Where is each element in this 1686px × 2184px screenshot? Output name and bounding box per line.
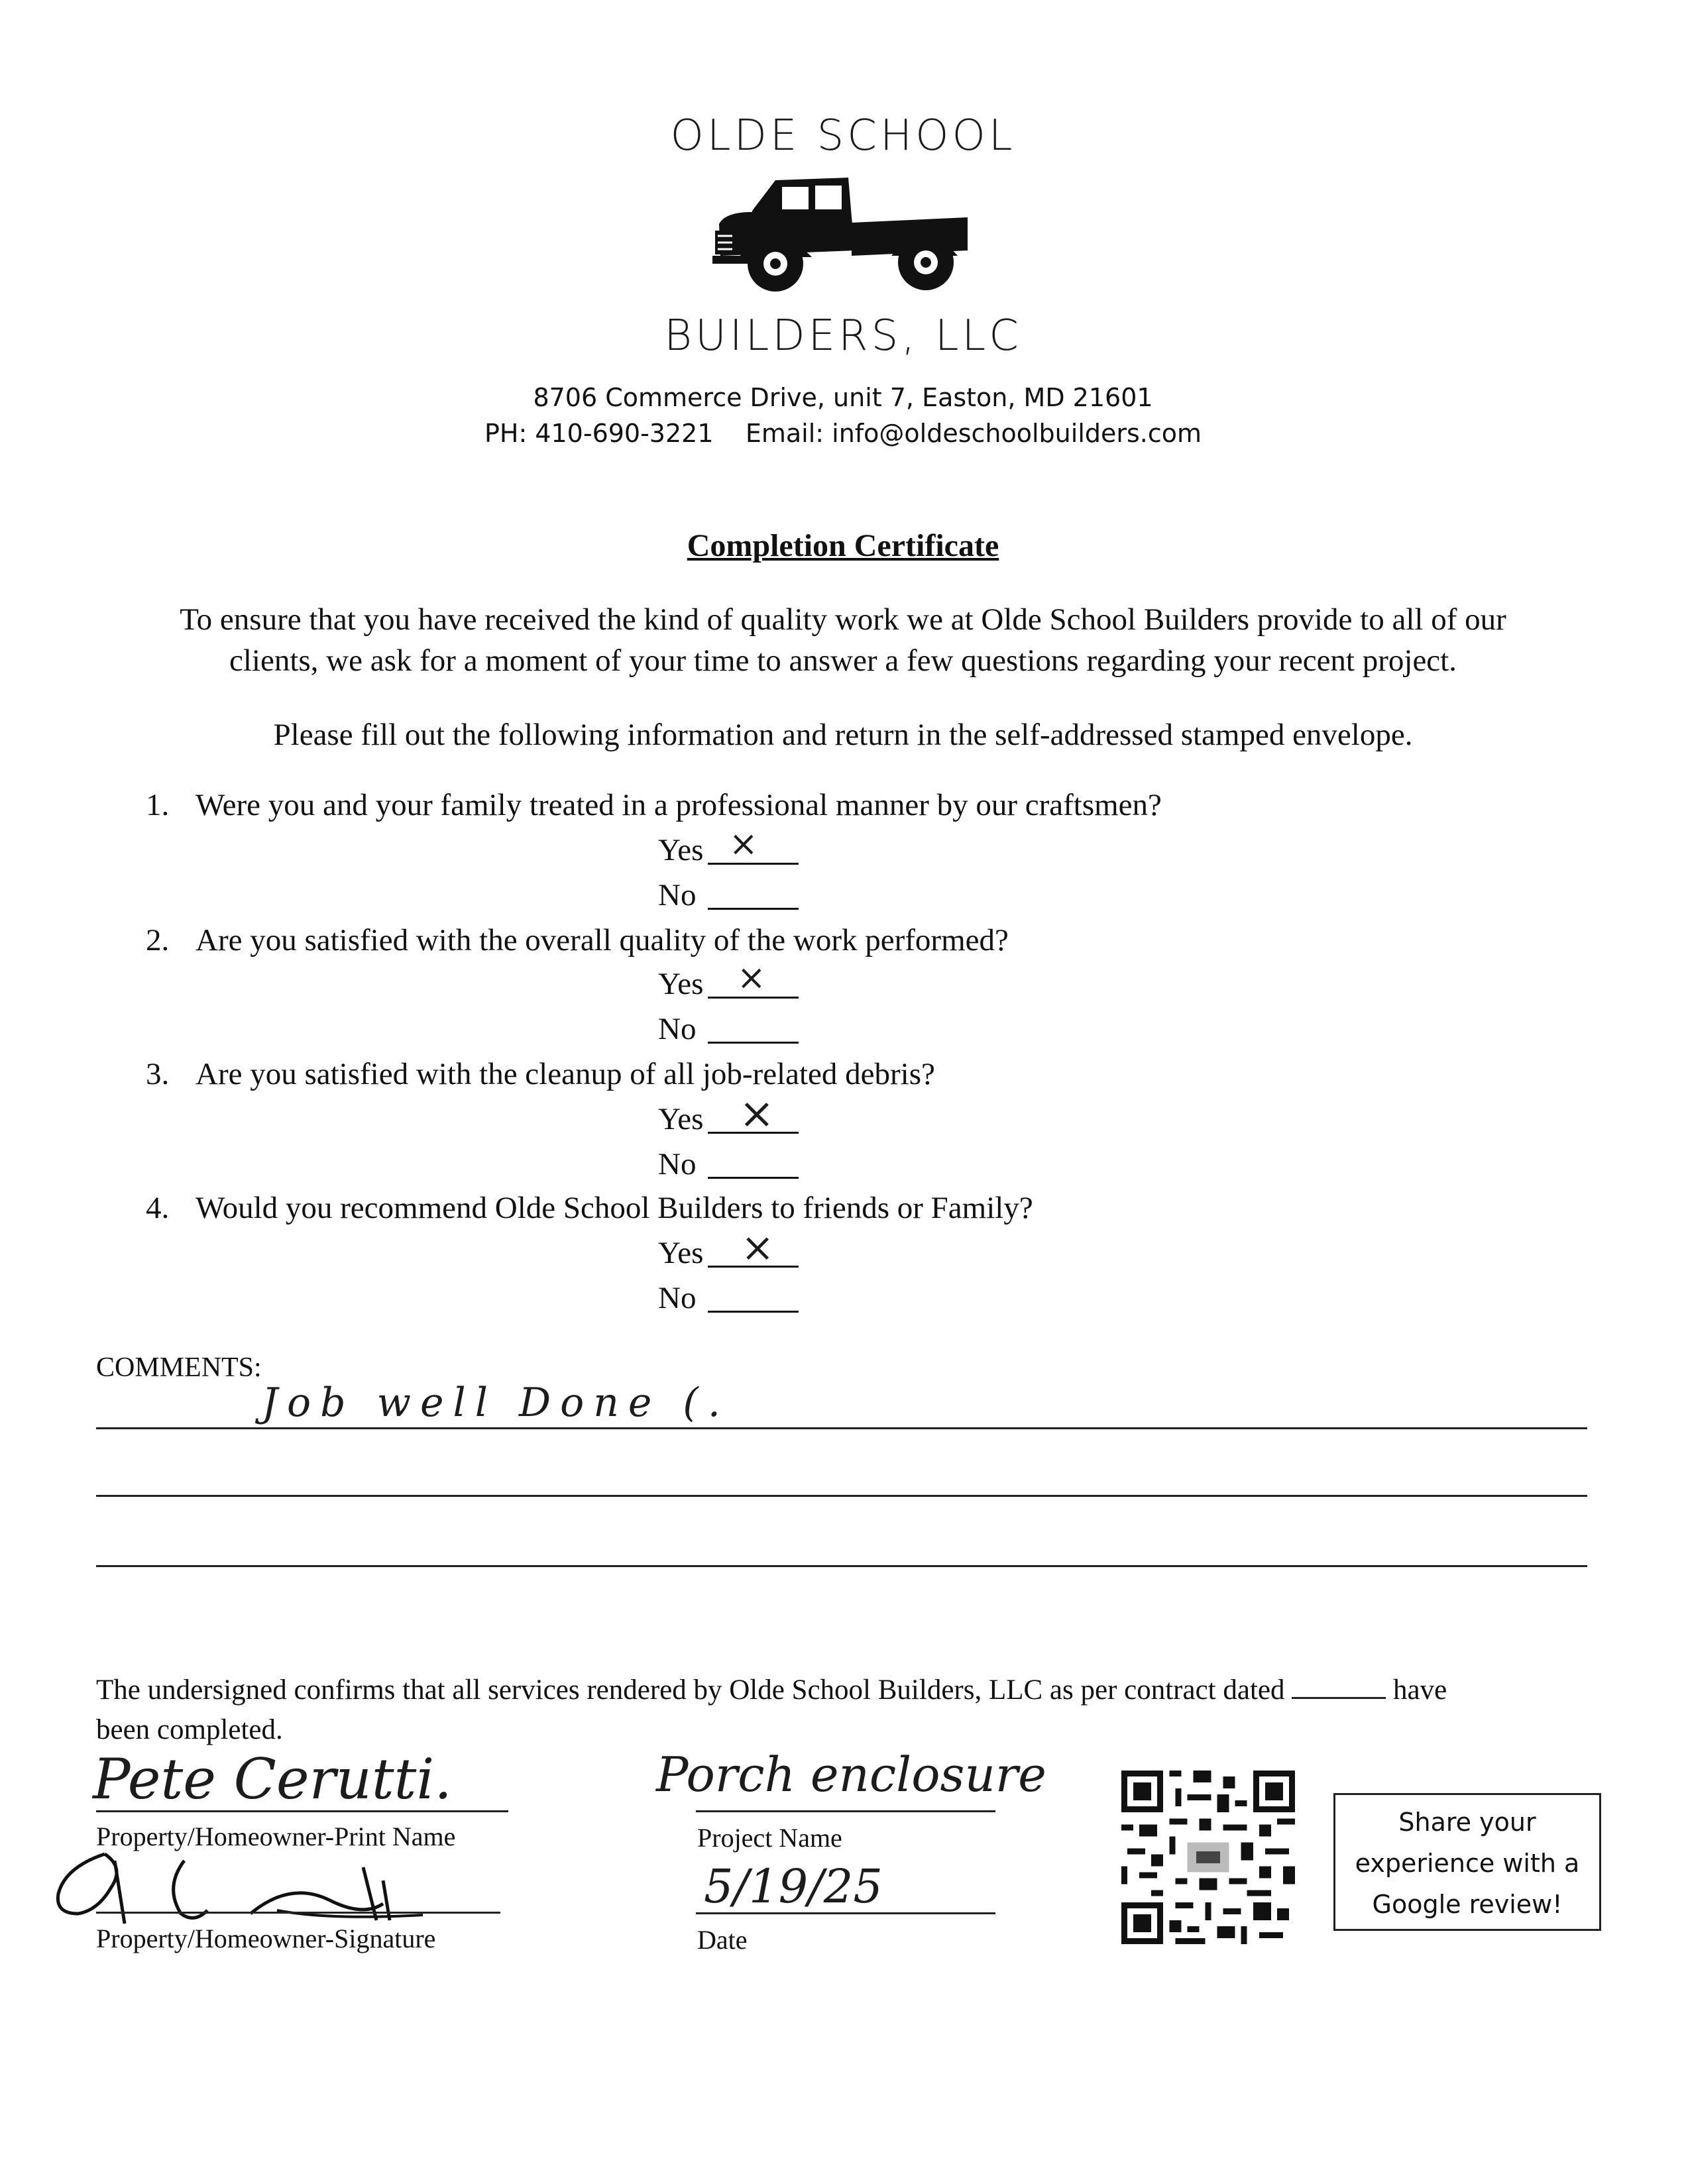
date-field[interactable] [696,1912,995,1914]
print-name-field[interactable] [96,1810,508,1812]
no-answer-field[interactable] [708,908,799,910]
question-text: Were you and your family treated in a professional manner by our craftsmen? [196,788,1162,822]
signature-field[interactable] [96,1912,500,1914]
confirmation-text [96,1674,1447,1706]
comment-line[interactable] [96,1495,1587,1497]
pickup-truck-icon [712,171,971,297]
question-text: Are you satisfied with the overall quality of the work performed? [196,923,1009,957]
question-number: 2. [146,923,170,957]
yes-checkmark: × [739,1089,775,1138]
question-text: Are you satisfied with the cleanup of all job-related debris? [196,1057,935,1091]
company-name-top: OLDE SCHOOL [670,111,1016,160]
project-name-value: Porch enclosure [656,1747,1046,1802]
yes-label: Yes [658,833,704,867]
confirmation-line-1: The undersigned confirms that all services rendered by Olde School Builders, LLC as per contract dated [96,1674,1285,1706]
no-label: No [658,1012,697,1046]
intro-line-2: clients, we ask for a moment of your time to answer a few questions regarding your recent project. [229,643,1457,678]
question-text: Would you recommend Olde School Builders to friends or Family? [196,1191,1033,1225]
company-address: 8706 Commerce Drive, unit 7, Easton, MD 21601 [533,383,1153,412]
yes-label: Yes [658,967,704,1001]
no-answer-field[interactable] [708,1042,799,1044]
print-name-label: Property/Homeowner-Print Name [96,1822,456,1851]
yes-label: Yes [658,1236,704,1270]
signature-label: Property/Homeowner-Signature [96,1924,436,1953]
confirmation-line-2: been completed. [96,1714,283,1745]
no-answer-field[interactable] [708,1177,799,1179]
page-title: Completion Certificate [687,528,999,563]
company-phone: PH: 410-690-3221 [484,419,714,448]
no-answer-field[interactable] [708,1311,799,1313]
project-name-label: Project Name [697,1823,842,1853]
confirmation-line-1-end: have [1393,1674,1447,1706]
question-number: 1. [146,788,170,822]
date-value: 5/19/25 [704,1859,883,1914]
project-name-field[interactable] [696,1810,995,1812]
question-number: 3. [146,1057,170,1091]
comments-label: COMMENTS: [96,1352,262,1383]
company-email: Email: info@oldeschoolbuilders.com [745,419,1202,448]
yes-label: Yes [658,1102,704,1136]
question-number: 4. [146,1191,170,1225]
contract-date-field[interactable] [1292,1697,1386,1699]
intro-line-1: To ensure that you have received the kind of quality work we at Olde School Builders provide to all of our [180,602,1506,637]
review-line-3: Google review! [1372,1890,1563,1919]
yes-checkmark: × [737,958,766,998]
yes-checkmark: × [741,1225,775,1271]
questionnaire [0,787,1686,1317]
print-name-value: Pete Cerutti. [93,1747,452,1812]
company-name-bottom: BUILDERS, LLC [664,311,1022,360]
comments-handwritten: Job well Done (. [262,1380,730,1426]
no-label: No [658,1147,697,1181]
comment-line[interactable] [96,1427,1587,1429]
qr-code-icon[interactable] [1121,1771,1295,1944]
handwritten-signature [52,1841,449,1934]
instructions: Please fill out the following information and return in the self-addressed stamped envelope. [273,718,1413,752]
google-review-box [1333,1793,1601,1931]
no-label: No [658,1281,697,1315]
review-line-1: Share your [1398,1808,1536,1837]
comment-line[interactable] [96,1565,1587,1567]
intro-paragraph [93,599,1593,681]
yes-checkmark: × [729,824,758,864]
company-contact [0,419,1686,448]
review-line-2: experience with a [1355,1849,1580,1878]
date-label: Date [697,1925,748,1955]
no-label: No [658,878,697,912]
